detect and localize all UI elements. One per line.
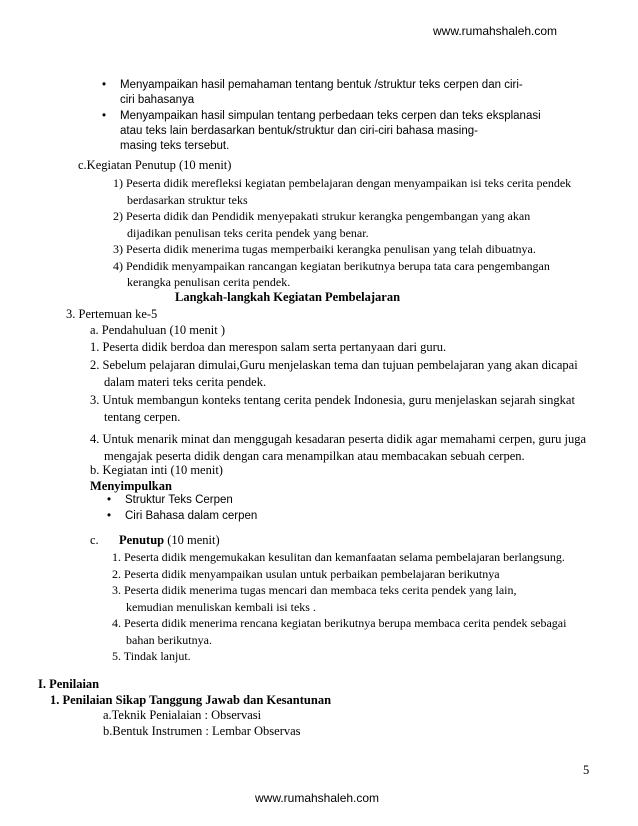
pendahuluan-list (90, 339, 610, 465)
list-item: 2. Peserta didik menyampaikan usulan untuk perbaikan pembelajaran berikutnya (112, 566, 500, 581)
item-line: 4. Peserta didik menerima rencana kegiatan berikutnya berupa membaca cerita pendek sebagai (112, 616, 567, 630)
penilaian-heading: I. Penilaian (38, 677, 100, 691)
bullet-line: atau teks lain berdasarkan bentuk/struktur dan ciri-ciri bahasa masing- (120, 125, 478, 137)
list-item (113, 175, 603, 208)
pertemuan-label: 3. Pertemuan ke-5 (66, 307, 158, 321)
item-line: 3. Untuk membangun konteks tentang cerita pendek Indonesia, guru menjelaskan sejarah singkat (90, 393, 575, 407)
item-line: kemudian menuliskan kembali isi teks . (126, 599, 316, 614)
footer-site: www.rumahshaleh.com (255, 791, 380, 805)
penutup2-duration: (10 menit) (164, 533, 220, 547)
list-item (112, 582, 612, 615)
top-bullet-list (120, 78, 600, 154)
item-line: dalam materi teks cerita pendek. (104, 375, 267, 389)
menyimpulkan-label: Menyimpulkan (90, 479, 172, 493)
section-title: Langkah-langkah Kegiatan Pembelajaran (175, 290, 401, 304)
list-item (120, 109, 600, 154)
item-line: berdasarkan struktur teks (127, 192, 248, 207)
penutup2-title: Penutup (118, 533, 165, 547)
list-item (113, 241, 603, 258)
penutup-heading: c.Kegiatan Penutup (10 menit) (78, 158, 232, 172)
list-item (90, 357, 610, 391)
list-item (112, 615, 612, 648)
penutup2-list (112, 549, 612, 665)
bullet-line: ciri bahasanya (120, 94, 195, 106)
list-item: 1. Peserta didik berdoa dan merespon salam serta pertanyaan dari guru. (90, 340, 447, 354)
item-line: dijadikan penulisan teks cerita pendek yang benar. (127, 225, 369, 240)
item-line: bahan berikutnya. (126, 632, 212, 647)
item-line: 1) Peserta didik merefleksi kegiatan pembelajaran dengan menyampaikan isi teks cerita pendek (113, 176, 572, 190)
list-item (120, 78, 600, 108)
header-site: www.rumahshaleh.com (433, 24, 558, 38)
bullet-line: • Menyampaikan hasil pemahaman tentang bentuk /struktur teks cerpen dan ciri- (120, 79, 523, 91)
item-line: mengajak peserta didik dengan cara menampilkan atau membacakan sebuah cerpen. (104, 449, 525, 463)
penutup2-prefix: c. (90, 533, 99, 547)
pendahuluan-heading: a. Pendahuluan (10 menit ) (90, 323, 226, 337)
penilaian-teknik: a.Teknik Penialaian : Observasi (103, 708, 262, 722)
item-line: 3) Peserta didik menerima tugas memperbaiki kerangka penulisan yang telah dibuatnya. (113, 242, 536, 256)
list-item: 5. Tindak lanjut. (112, 649, 191, 663)
penilaian-instrumen: b.Bentuk Instrumen : Lembar Observas (103, 724, 301, 738)
list-item (113, 208, 603, 241)
item-line: 2. Sebelum pelajaran dimulai,Guru menjelaskan tema dan tujuan pembelajaran yang akan dicapai (90, 358, 578, 372)
list-item (113, 258, 603, 291)
item-line: 4. Untuk menarik minat dan menggugah kesadaran peserta didik agar memahami cerpen, guru juga (90, 432, 587, 446)
penilaian-sub-heading: 1. Penilaian Sikap Tanggung Jawab dan Kesantunan (50, 693, 332, 707)
item-line: 3. Peserta didik menerima tugas mencari dan membaca teks cerita pendek yang lain, (112, 583, 517, 597)
inti-bullet-list (125, 493, 257, 524)
list-item: • Struktur Teks Cerpen (125, 493, 257, 508)
item-line: 2) Peserta didik dan Pendidik menyepakati strukur kerangka pengembangan yang akan (113, 209, 531, 223)
bullet-line: masing teks tersebut. (120, 140, 230, 152)
page-number: 5 (583, 763, 590, 777)
list-item: 1. Peserta didik mengemukakan kesulitan dan kemanfaatan selama pembelajaran berlangsung. (112, 550, 565, 564)
penutup2-heading (90, 532, 220, 548)
penutup-list (113, 175, 603, 291)
list-item: • Ciri Bahasa dalam cerpen (125, 509, 257, 524)
list-item (90, 392, 610, 426)
list-item (90, 431, 610, 465)
item-line: kerangka penulisan cerita pendek. (127, 275, 291, 289)
item-line: tentang cerpen. (104, 410, 181, 424)
bullet-line: • Menyampaikan hasil simpulan tentang perbedaan teks cerpen dan teks eksplanasi (120, 110, 541, 122)
item-line: 4) Pendidik menyampaikan rancangan kegiatan berikutnya berupa tata cara pengembangan (113, 258, 550, 273)
kegiatan-inti-heading: b. Kegiatan inti (10 menit) (90, 463, 223, 477)
